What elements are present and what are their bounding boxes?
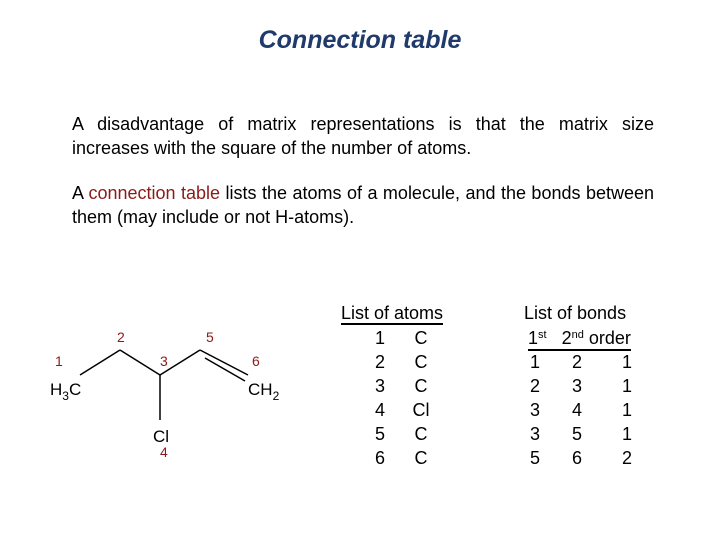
atom-number-4: 4 xyxy=(160,444,168,460)
bond-atom-b: 2 xyxy=(571,352,582,372)
atom-element: C xyxy=(414,424,428,444)
atom-index: 3 xyxy=(374,376,385,396)
atom-index: 4 xyxy=(374,400,385,420)
atom-index: 6 xyxy=(374,448,385,468)
atom-number-3: 3 xyxy=(160,353,168,369)
bond-atom-a: 3 xyxy=(529,400,540,420)
bond-order: 2 xyxy=(621,448,632,468)
atom-label-cl: Cl xyxy=(153,427,170,446)
bond-atom-a: 1 xyxy=(529,352,540,372)
bond-order: 1 xyxy=(621,352,632,372)
bond-atom-b: 6 xyxy=(571,448,582,468)
atom-number-6: 6 xyxy=(252,353,260,369)
atom-index: 2 xyxy=(374,352,385,372)
bonds-heading: List of bonds xyxy=(524,303,627,323)
page-title: Connection table xyxy=(258,26,462,54)
bond-atom-b: 4 xyxy=(571,400,582,420)
paragraph-connection-table xyxy=(72,181,654,229)
atom-label-h3c: $H_3C$ xyxy=(50,380,82,403)
molecule-diagram xyxy=(40,320,300,470)
bond-2-3 xyxy=(120,350,160,375)
atom-index: 5 xyxy=(374,424,385,444)
atom-number-5: 5 xyxy=(206,329,214,345)
atom-label-ch2: $CH_2$ xyxy=(248,380,280,403)
para2-highlight: connection table xyxy=(88,183,221,203)
bond-5-6-a xyxy=(200,350,248,375)
para2-pre: A xyxy=(72,183,89,203)
para2-post: lists the atoms of a molecule, and the bonds between them (may include or not H-atoms). xyxy=(72,183,654,227)
bond-order: 1 xyxy=(621,376,632,396)
bond-atom-a: 2 xyxy=(529,376,540,396)
atom-element: C xyxy=(414,352,428,372)
atom-element: C xyxy=(414,328,428,348)
atom-index: 1 xyxy=(374,328,385,348)
bond-atom-a: 5 xyxy=(529,448,540,468)
paragraph-disadvantage: A disadvantage of matrix representations is that the matrix size increases with the square of the number of atoms. xyxy=(72,114,654,158)
bond-order: 1 xyxy=(621,424,632,444)
atom-number-2: 2 xyxy=(117,329,125,345)
atom-element: Cl xyxy=(412,400,430,420)
atom-element: C xyxy=(414,448,428,468)
atom-number-1: 1 xyxy=(55,353,63,369)
bonds-col-1st: 1st xyxy=(528,328,547,348)
bonds-col-order: order xyxy=(588,328,631,348)
bond-atom-b: 5 xyxy=(571,424,582,444)
atom-element: C xyxy=(414,376,428,396)
bond-atom-b: 3 xyxy=(571,376,582,396)
bonds-col-2nd: 2nd xyxy=(561,328,584,348)
bond-atom-a: 3 xyxy=(529,424,540,444)
bond-order: 1 xyxy=(621,400,632,420)
bond-1-2 xyxy=(80,350,120,375)
bonds-column-headers xyxy=(528,328,631,351)
atoms-heading: List of atoms xyxy=(341,303,444,323)
